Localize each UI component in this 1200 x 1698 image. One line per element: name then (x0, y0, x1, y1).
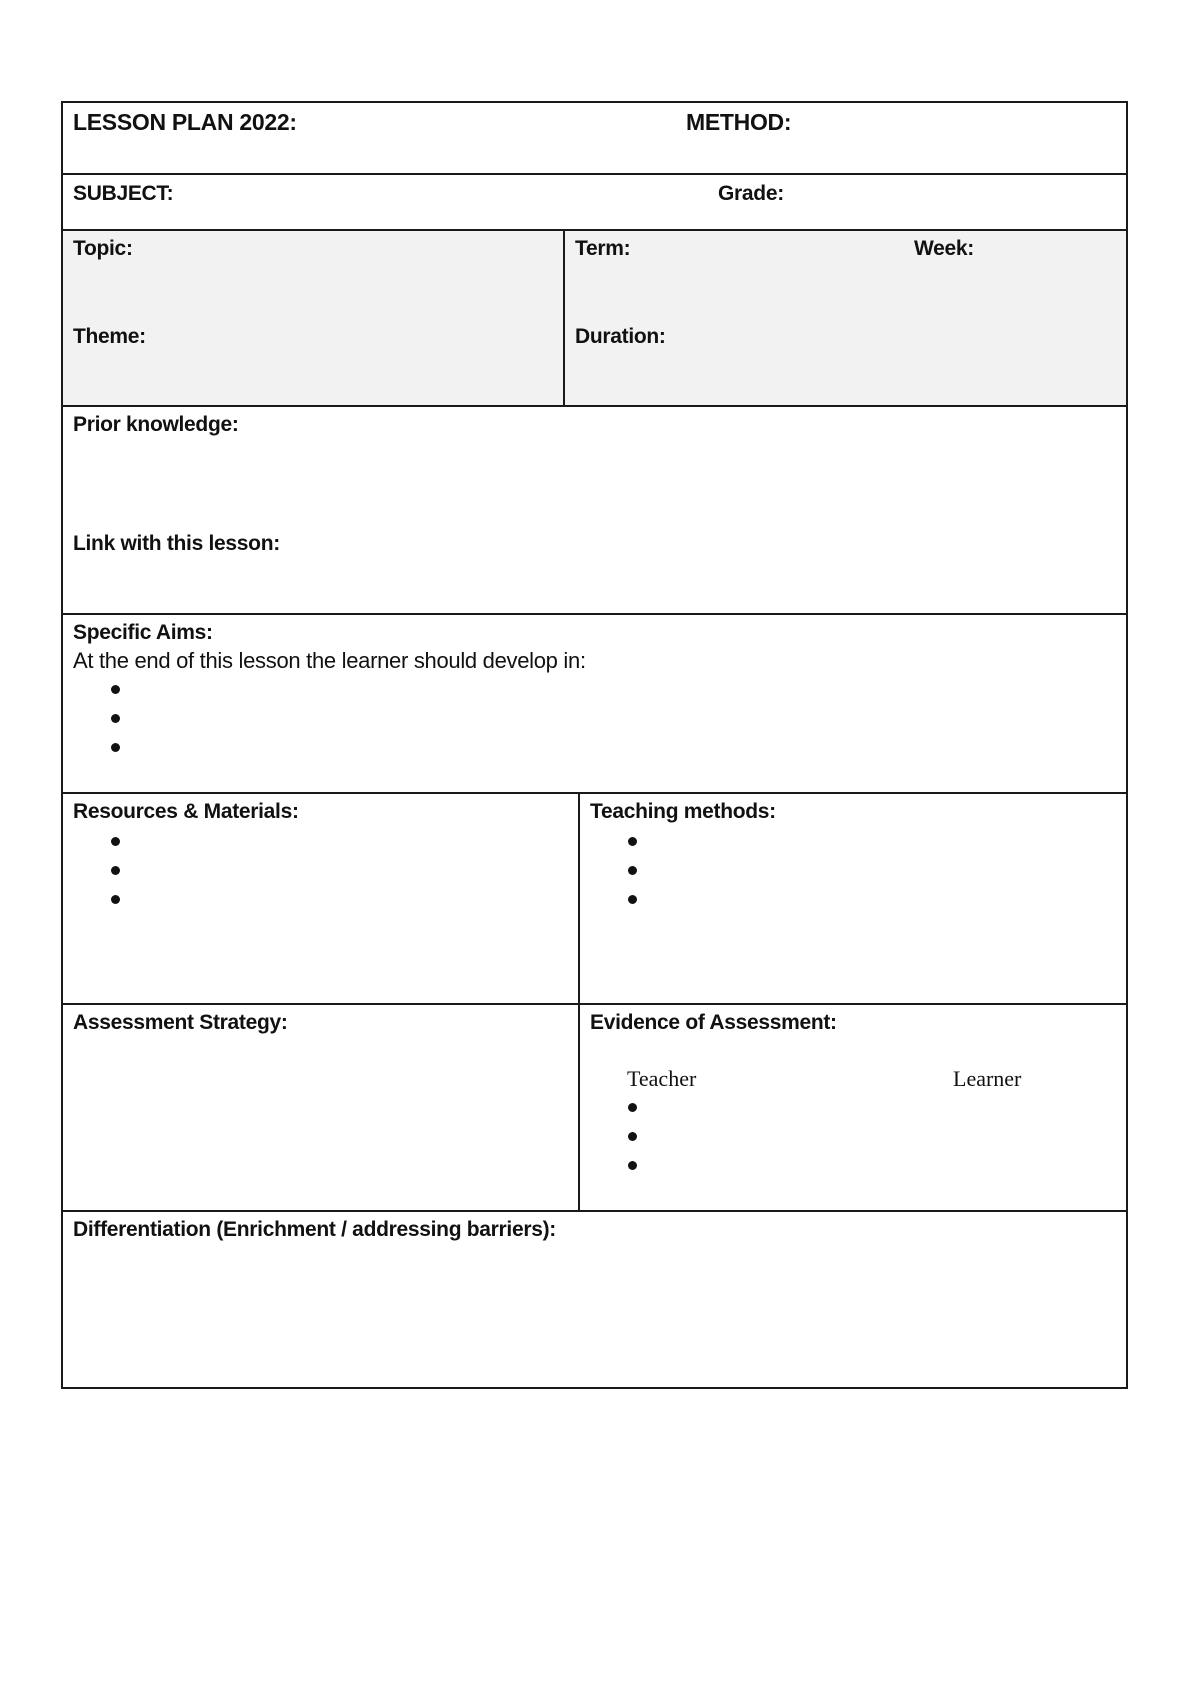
link-with-lesson-label: Link with this lesson: (73, 532, 280, 555)
prior-knowledge-label: Prior knowledge: (73, 413, 239, 436)
teaching-methods-cell (580, 794, 1126, 1003)
subject-row (63, 175, 1126, 231)
lesson-plan-form (61, 101, 1128, 1389)
list-item (628, 895, 637, 904)
term-week-duration-cell (565, 231, 1126, 405)
resources-teaching-row (63, 794, 1126, 1005)
topic-theme-cell (63, 231, 565, 405)
resources-bullet-list (111, 837, 120, 924)
week-label: Week: (914, 237, 974, 260)
assessment-row (63, 1005, 1126, 1212)
topic-row (63, 231, 1126, 407)
evidence-label: Evidence of Assessment: (590, 1011, 837, 1034)
list-item (111, 837, 120, 846)
lesson-plan-label: LESSON PLAN 2022: (73, 109, 297, 135)
specific-aims-label: Specific Aims: (73, 621, 213, 644)
learner-label: Learner (953, 1066, 1022, 1091)
evidence-bullet-list (628, 1103, 637, 1190)
list-item (111, 714, 120, 723)
list-item (628, 1103, 637, 1112)
theme-label: Theme: (73, 325, 146, 348)
evidence-cell (580, 1005, 1126, 1210)
resources-cell (63, 794, 580, 1003)
list-item (628, 837, 637, 846)
list-item (111, 685, 120, 694)
aims-bullet-list (111, 685, 120, 772)
assessment-strategy-cell (63, 1005, 580, 1210)
term-label: Term: (575, 237, 631, 260)
duration-label: Duration: (575, 325, 666, 348)
teacher-label: Teacher (627, 1066, 697, 1091)
list-item (628, 1132, 637, 1141)
topic-label: Topic: (73, 237, 133, 260)
aims-intro-text: At the end of this lesson the learner should develop in: (73, 648, 586, 673)
prior-knowledge-row (63, 407, 1126, 615)
resources-label: Resources & Materials: (73, 800, 299, 823)
list-item (628, 1161, 637, 1170)
teaching-methods-label: Teaching methods: (590, 800, 776, 823)
grade-label: Grade: (718, 182, 784, 205)
header-row (63, 103, 1126, 175)
teaching-bullet-list (628, 837, 637, 924)
list-item (111, 866, 120, 875)
list-item (111, 743, 120, 752)
list-item (628, 866, 637, 875)
list-item (111, 895, 120, 904)
assessment-strategy-label: Assessment Strategy: (73, 1011, 288, 1034)
differentiation-row (63, 1212, 1126, 1387)
differentiation-label: Differentiation (Enrichment / addressing barriers): (73, 1218, 556, 1241)
specific-aims-row (63, 615, 1126, 794)
subject-label: SUBJECT: (73, 182, 174, 205)
method-label: METHOD: (686, 109, 792, 135)
